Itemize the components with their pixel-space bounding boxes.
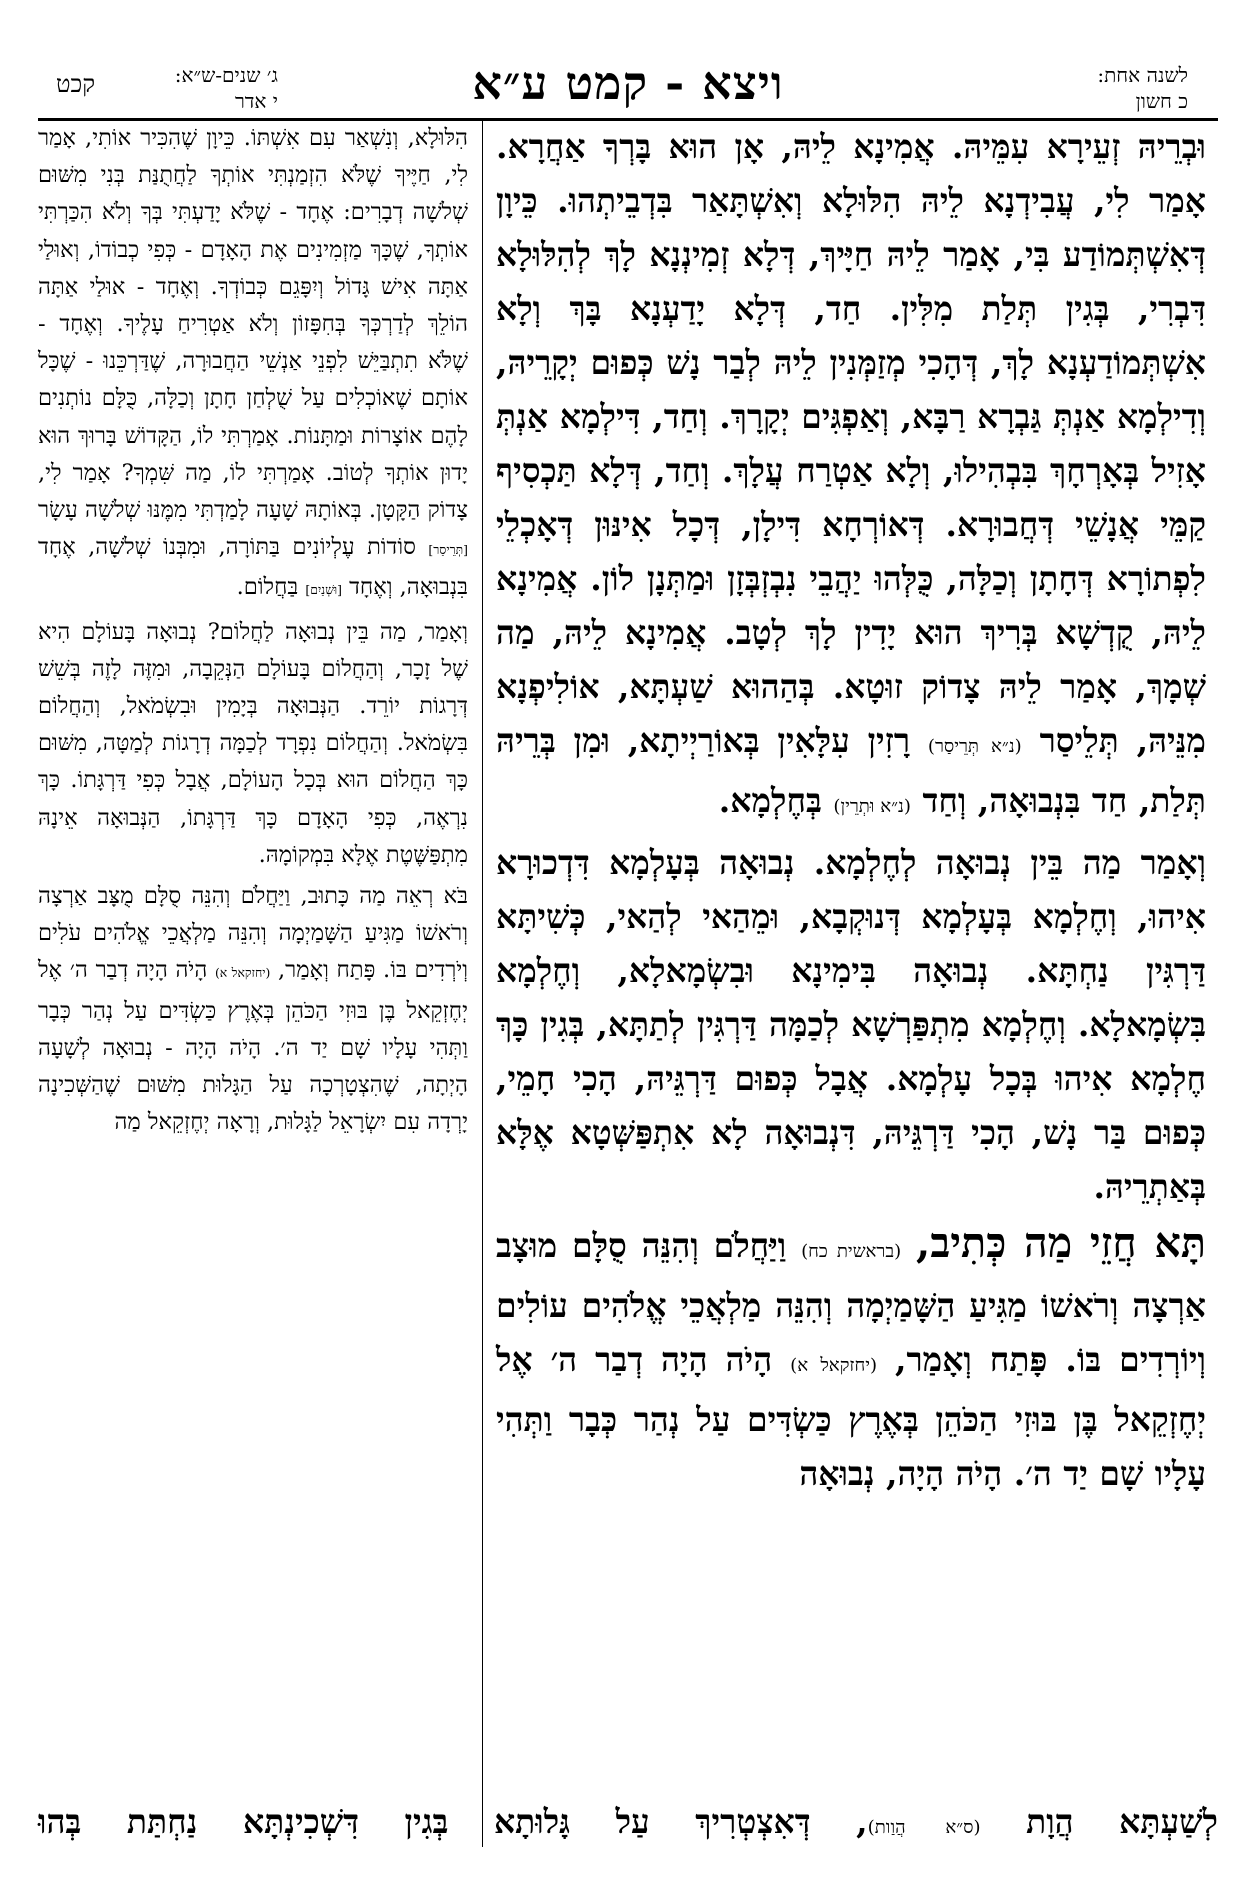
page-header: [38, 56, 1218, 120]
schedule-three-years-date: י אדר: [234, 89, 278, 113]
variant-note: (ס״א הֲוַות): [867, 1817, 981, 1838]
aramaic-paragraph-2: [496, 836, 1206, 1214]
source-reference: (יחזקאל א): [790, 1355, 878, 1376]
hebrew-text: וְאָמַר, מַה בֵּין נְבוּאָה לַחֲלוֹם? נְבוּאָה בָּעוֹלָם הִיא שֶׁל זָכָר, וְהַחֲלוֹם בָּעוֹלָם הַנְּקֵבָה, וּמִזֶּה לָזֶה בְּשֵׁשׁ דְּרָגוֹת יוֹרֵד. הַנְּבוּאָה בְּיָמִין וּבִשְׂמֹאל, וְהַחֲלוֹם בִּשְׂמֹאל. וְהַחֲלוֹם נִפְרָד לְכַמָּה דְרָגוֹת לְמַטָּה, מִשּׁוּם כָּךְ הַחֲלוֹם הוּא בְּכָל הָעוֹלָם, אֲבָל כְּפִי דַּרְגָּתוֹ. כָּךְ נִרְאֶה, כְּפִי הָאָדָם כָּךְ דַּרְגָּתוֹ, הַנְּבוּאָה אֵינָהּ מִתְפַּשֶּׁטֶת אֶלָּא: [38, 618, 468, 868]
page-number: קכט: [56, 70, 96, 98]
aramaic-text: תָּא חֲזֵי מַה כְּתִיב,: [915, 1218, 1206, 1267]
aramaic-text: לְשַׁעְתָּא הֲוָת: [1026, 1802, 1218, 1841]
hebrew-text: בֹּא רְאֵה מַה כָּתוּב, וַיַּחֲלֹם וְהִנֵּה סֻלָּם מֻצָּב אַרְצָה וְרֹאשׁוֹ מַגִּיעַ הַשָּׁמַיְמָה וְהִנֵּה מַלְאֲכֵי אֱלֹהִים עֹלִים וְיֹרְדִים בּוֹ. פָּתַח וְאָמַר,: [38, 883, 468, 984]
page-title: ויצא - קמט ע״א: [472, 56, 784, 110]
hebrew-text: הִלּוּלָא, וְנִשְׁאַר עִם אִשְׁתּוֹ. כֵּיוָן שֶׁהִכִּיר אוֹתִי, אָמַר לִי, חַיֶּיךָ שֶׁלֹּא הִזְמַנְתִּי אוֹתְךָ לַחֲתֻנַּת בְּנִי מִשּׁוּם שְׁלֹשָׁה דְבָרִים: אֶחָד - שֶׁלֹּא יָדַעְתִּי בְּךָ וְלֹא הִכַּרְתִּי אוֹתְךָ, שֶׁכָּךְ מַזְמִינִים אֶת הָאָדָם - כְּפִי כְבוֹדוֹ, וְאוּלַי אַתָּה אִישׁ גָּדוֹל וְיִפָּגֵם כְּבוֹדְךָ. וְאֶחָד - אוּלַי אַתָּה הוֹלֵךְ לְדַרְכְּךָ בְּחִפָּזוֹן וְלֹא אַטְרִיחַ עָלֶיךָ. וְאֶחָד - שֶׁלֹּא תִתְבַּיֵּשׁ לִפְנֵי אַנְשֵׁי הַחֲבוּרָה, שֶׁדַּרְכֵּנוּ - שֶׁכָּל אוֹתָם שֶׁאוֹכְלִים עַל שֻׁלְחַן חָתָן וְכַלָּה, כֻּלָּם נוֹתְנִים לָהֶם אוֹצָרוֹת וּמַתָּנוֹת. אָמַרְתִּי לוֹ, הַקָּדוֹשׁ בָּרוּךְ הוּא יָדוּן אוֹתְךָ לְטוֹב. אָמַרְתִּי לוֹ, מַה שִּׁמְךָ? אָמַר לִי, צָדוֹק הַקָּטָן. בְּאוֹתָהּ שָׁעָה לָמַדְתִּי מִמֶּנּוּ שְׁלֹשָׁה עָשָׂר: [38, 125, 468, 524]
hebrew-text: בַּחֲלוֹם.: [236, 574, 299, 601]
hebrew-text: בִּמְקוֹמָהּ.: [258, 841, 335, 868]
aramaic-text: הָיֹה הָיָה דְבַר ה׳ אֶל יְחֶזְקֵאל בֶּן בּוּזִי הַכֹּהֵן בְּאֶרֶץ כַּשְׂדִּים עַל נְהַר כְּבָר וַתְּהִי עָלָיו שָׁם יַד ה׳. הָיֹה הָיָה, נְבוּאָה: [496, 1340, 1206, 1493]
aramaic-column: [496, 120, 1206, 1501]
hebrew-text: הָיֹה הָיָה דְבַר ה׳ אֶל יְחֶזְקֵאל בֶּן בּוּזִי הַכֹּהֵן בְּאֶרֶץ כַּשְׂדִּים עַל נְהַר כְּבָר וַתְּהִי עָלָיו שָׁם יַד ה׳. הָיֹה הָיָה - נְבוּאָה לְשָׁעָה הָיְתָה, שֶׁהִצְטָרְכָה עַל הַגָּלוּת מִשּׁוּם שֶׁהַשְּׁכִינָה יָרְדָה עִם יִשְׂרָאֵל לַגָּלוּת, וְרָאָה יְחֶזְקֵאל מַה: [38, 957, 468, 1136]
schedule-three-years-label: ג׳ שנים-ש״א:: [174, 63, 278, 87]
schedule-one-year: [1097, 62, 1188, 114]
hebrew-paragraph-2: [38, 614, 468, 874]
schedule-one-year-label: לשנה אחת:: [1097, 63, 1188, 87]
column-divider: [482, 120, 483, 1847]
variant-note: [וּשְׁנַיִם]: [305, 583, 342, 598]
hebrew-column: [38, 120, 468, 1141]
aramaic-text: בְּחֶלְמָא.: [718, 781, 822, 820]
hebrew-text: סוֹדוֹת עֶלְיוֹנִים בַּתּוֹרָה, וּמִבְּנוֹ שְׁלֹשָׁה, אֶחָד בִּנְבוּאָה, וְאֶחָד: [38, 534, 468, 601]
variant-note: (נ״א תְּרֵיסַר): [927, 736, 1022, 757]
aramaic-text: רָזִין עִלָּאִין בְּאוֹרַיְיתָא, וּמִן בְּרֵיהּ תְּלַת, חַד בִּנְבוּאָה, וְחַד: [496, 721, 1206, 820]
aramaic-paragraph-3: [496, 1216, 1206, 1501]
aramaic-text: וּבְרֵיהּ זְעֵירָא עִמֵּיהּ. אֲמִינָא לֵיהּ, אָן הוּא בָּרְךָ אַחֲרָא. אָמַר לִי, עֲבִידְנָא לֵיהּ הִלּוּלָא וְאִשְׁתָּאַר בִּדְבֵיתְהוּ. כֵּיוָן דְּאִשְׁתְּמוֹדַע בִּי, אָמַר לֵיהּ חַיָּיךְ, דְּלָא זְמִינְנָא לָךְ לְהִלּוּלָא דִּבְרִי, בְּגִין תְּלַת מִלִּין. חַד, דְּלָא יָדַעְנָא בָּךְ וְלָא אִשְׁתְּמוֹדַעְנָא לָךְ, דְּהָכִי מְזַמְּנִין לֵיהּ לְבַר נָשׁ כְּפוּם יְקָרֵיהּ, וְדִילְמָא אַנְתְּ גַּבְרָא רַבָּא, וְאַפְגִּים יְקָרָךְ. וְחַד, דִּילְמָא אַנְתְּ אָזִיל בְּאָרְחָךְ בִּבְהִילוּ, וְלָא אַטְרַח עֲלָךְ. וְחַד, דְּלָא תַּכְסִיף קַמֵּי אֲנָשֵׁי דְּחֲבוּרָא. דְּאוֹרְחָא דִּילָן, דְּכָל אִינּוּן דְּאָכְלֵי לִפְתוֹרָא דְּחָתָן וְכַלָּה, כֻּלְּהוּ יַהֲבֵי נִבְזְבְּזָן וּמַתְּנָן לוֹן. אֲמִינָא לֵיהּ, קֻדְשָׁא בְּרִיךְ הוּא יָדִין לָךְ לְטָב. אֲמִינָא לֵיהּ, מַה שְׁמָךְ, אָמַר לֵיהּ צָדוֹק זוּטָא. בְּהַהוּא שַׁעְתָּא, אוֹלִיפְנָא מִנֵּיהּ, תְּלֵיסַר: [496, 127, 1206, 760]
hebrew-paragraph-3: [38, 878, 468, 1141]
aramaic-text: וַיַּחֲלֹם וְהִנֵּה סֻלָּם מוּצָב אַרְצָה וְרֹאשׁוֹ מַגִּיעַ הַשָּׁמַיְמָה וְהִנֵּה מַלְאֲכֵי אֱלֹהִים עוֹלִים וְיוֹרְדִים בּוֹ. פָּתַח וְאָמַר,: [496, 1226, 1206, 1379]
variant-note: (נ״א וּתְרֵין): [833, 796, 911, 817]
aramaic-text: וְאָמַר מַה בֵּין נְבוּאָה לְחֶלְמָא. נְבוּאָה בְּעָלְמָא דִּדְכוּרָא אִיהוּ, וְחֶלְמָא בְּעָלְמָא דְּנוּקְבָא, וּמֵהַאי לְהַאי, כְּשִׁיתָּא דַּרְגִּין נַחְתָּא. נְבוּאָה בִּימִינָא וּבִשְׂמָאלָא, וְחֶלְמָא בִּשְׂמָאלָא. וְחֶלְמָא מִתְפַּרְשָׁא לְכַמָּה דַּרְגִּין לְתַתָּא, בְּגִין כָּךְ חֶלְמָא אִיהוּ בְּכָל עָלְמָא. אֲבָל כְּפוּם דַּרְגֵּיהּ, הָכִי חָמֵי, כְּפוּם בַּר נָשׁ, הָכִי דַּרְגֵּיהּ, דִּנְבוּאָה לָא אִתְפַּשְּׁטָא אֶלָּא בְּאַתְרֵיהּ.: [496, 843, 1206, 1206]
aramaic-paragraph-1: [496, 120, 1206, 834]
source-reference: (יחזקאל א): [214, 966, 271, 981]
variant-note: [תְּרֵיסַר]: [428, 543, 469, 558]
bottom-line: [38, 1795, 1218, 1855]
hebrew-paragraph-1: [38, 120, 468, 610]
schedule-one-year-date: כ חשון: [1135, 89, 1188, 113]
aramaic-text: , דְּאִצְטְרִיךְ עַל גָּלוּתָא בְּגִין דִּשְׁכִינְתָּא נַחְתַּת בְּהוּ: [38, 1802, 868, 1841]
source-reference: (בראשית כח): [801, 1241, 902, 1262]
